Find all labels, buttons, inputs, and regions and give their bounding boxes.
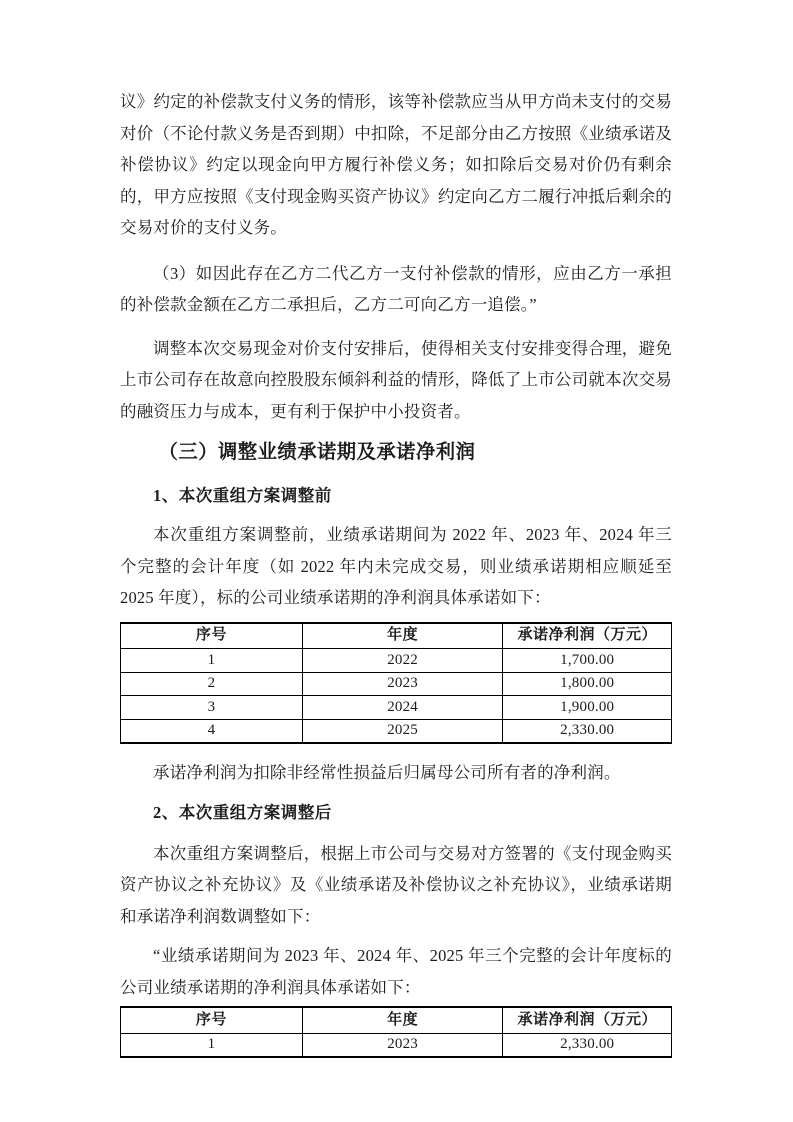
table-row (121, 696, 672, 720)
table-head (121, 1007, 672, 1033)
table-header-row (121, 623, 672, 649)
table-cell-netprofit: 2,330.00 (503, 719, 672, 743)
table-header-cell-year: 年度 (302, 1007, 503, 1033)
paragraph-clause-3: （3）如因此存在乙方二代乙方一支付补偿款的情形，应由乙方一承担的补偿款金额在乙方二承担后，乙方二可向乙方一追偿。” (120, 263, 672, 314)
table-cell-seq: 1 (121, 649, 303, 673)
table-header-cell-seq: 序号 (121, 1007, 303, 1033)
table-commitment-after (120, 1006, 672, 1058)
table-header-cell-netprofit: 承诺净利润（万元） (503, 1007, 672, 1033)
table-body (121, 649, 672, 743)
table-cell-netprofit: 2,330.00 (503, 1033, 672, 1057)
paragraph-before-adjustment-intro: 本次重组方案调整前，业绩承诺期间为 2022 年、2023 年、2024 年三个完整的会计年度（如 2022 年内未完成交易，则业绩承诺期相应顺延至 2025 年度），标的公司业绩承诺期的净利润具体承诺如下： (120, 525, 672, 607)
table-body (121, 1033, 672, 1057)
table-header-cell-netprofit: 承诺净利润（万元） (503, 623, 672, 649)
table-row (121, 1033, 672, 1057)
table-header-row (121, 1007, 672, 1033)
table-row (121, 719, 672, 743)
table-cell-year: 2025 (302, 719, 503, 743)
table-cell-seq: 4 (121, 719, 303, 743)
table-row (121, 672, 672, 696)
table-cell-netprofit: 1,700.00 (503, 649, 672, 673)
paragraph-compensation-offset: 议》约定的补偿款支付义务的情形，该等补偿款应当从甲方尚未支付的交易对价（不论付款义务是否到期）中扣除，不足部分由乙方按照《业绩承诺及补偿协议》约定以现金向甲方履行补偿义务；如扣除后交易对价仍有剩余的，甲方应按照《支付现金购买资产协议》约定向乙方二履行冲抵后剩余的交易对价的支付义务。 (120, 92, 672, 237)
document-content (120, 86, 672, 1058)
table-head (121, 623, 672, 649)
paragraph-after-adjustment-quote: “业绩承诺期间为 2023 年、2024 年、2025 年三个完整的会计年度标的公司业绩承诺期的净利润具体承诺如下： (120, 946, 672, 997)
table-cell-netprofit: 1,800.00 (503, 672, 672, 696)
table-cell-year: 2022 (302, 649, 503, 673)
table-header-cell-seq: 序号 (121, 623, 303, 649)
table-row (121, 649, 672, 673)
table-cell-seq: 1 (121, 1033, 303, 1057)
table-cell-year: 2024 (302, 696, 503, 720)
sub-heading-after-adjustment: 2、本次重组方案调整后 (153, 803, 332, 822)
section-heading-performance-commitment: （三）调整业绩承诺期及承诺净利润 (158, 442, 476, 463)
paragraph-netprofit-definition: 承诺净利润为扣除非经常性损益后归属母公司所有者的净利润。 (153, 762, 621, 782)
table-cell-netprofit: 1,900.00 (503, 696, 672, 720)
table-header-cell-year: 年度 (302, 623, 503, 649)
paragraph-after-adjustment-intro: 本次重组方案调整后，根据上市公司与交易对方签署的《支付现金购买资产协议之补充协议》及《业绩承诺及补偿协议之补充协议》，业绩承诺期和承诺净利润数调整如下： (120, 843, 672, 926)
sub-heading-before-adjustment: 1、本次重组方案调整前 (153, 485, 332, 505)
table-commitment-before (120, 622, 672, 744)
table-cell-year: 2023 (302, 1033, 503, 1057)
paragraph-adjustment-rationale: 调整本次交易现金对价支付安排后，使得相关支付安排变得合理，避免上市公司存在故意向控股股东倾斜利益的情形，降低了上市公司就本次交易的融资压力与成本，更有利于保护中小投资者。 (120, 338, 672, 421)
table-cell-year: 2023 (302, 672, 503, 696)
table-cell-seq: 3 (121, 696, 303, 720)
table-cell-seq: 2 (121, 672, 303, 696)
